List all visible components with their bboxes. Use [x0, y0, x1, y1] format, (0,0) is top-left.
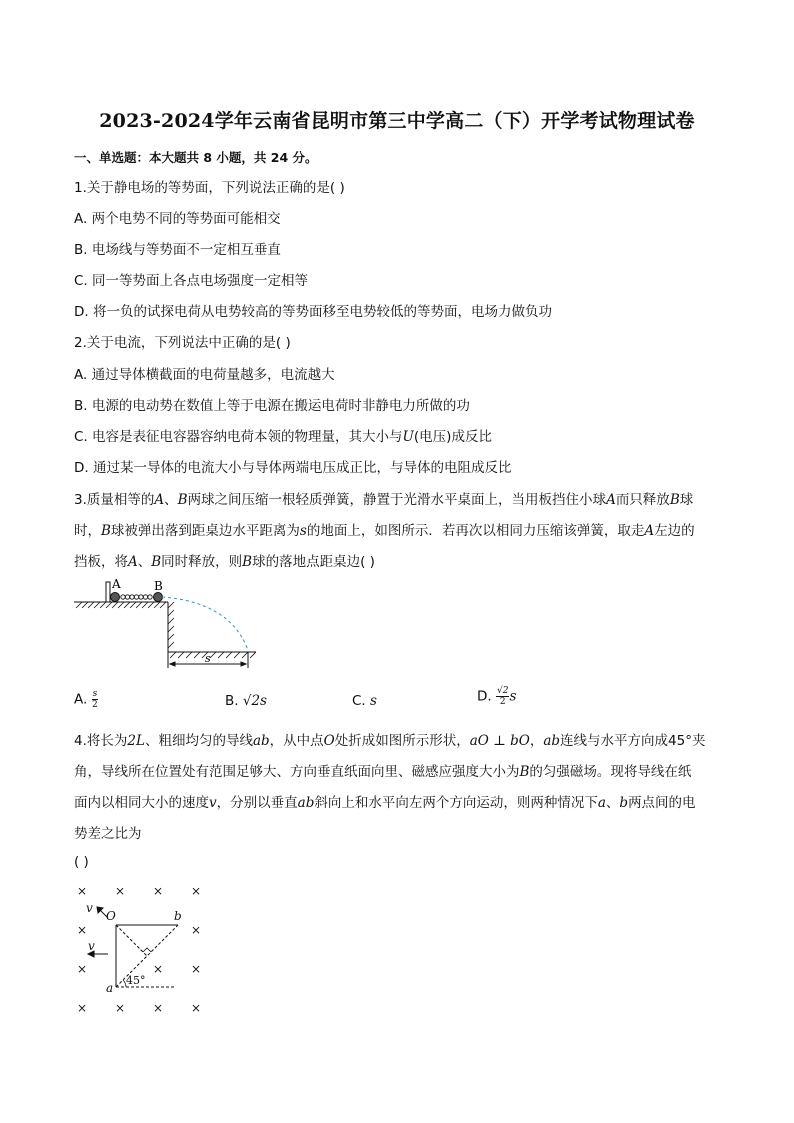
q4-stem-line-2: 角，导线所在位置处有范围足够大、方向垂直纸面向里、磁感应强度大小为B的匀强磁场。现将导线在纸 [74, 764, 692, 780]
q3-fig-label-a: A [112, 577, 121, 591]
q1-option-d: D. 将一负的试探电荷从电势较高的等势面移至电势较低的等势面，电场力做负功 [74, 304, 552, 320]
q1-stem: 1.关于静电场的等势面，下列说法正确的是( ) [74, 180, 345, 196]
q2-option-d: D. 通过某一导体的电流大小与导体两端电压成正比，与导体的电阻成反比 [74, 460, 512, 476]
q3-fig-label-s: s [205, 652, 211, 665]
q3-option-a-fraction: $\frac{s}{2}$ [92, 689, 98, 710]
q4-fig-label-v2: v [88, 939, 95, 953]
field-cross: × [152, 884, 164, 898]
section-heading: 一、单选题：本大题共 8 小题，共 24 分。 [74, 150, 318, 165]
q1-option-c: C. 同一等势面上各点电场强度一定相等 [74, 273, 309, 289]
q2-stem: 2.关于电流，下列说法中正确的是( ) [74, 335, 291, 351]
q4-stem-line-1: 4.将长为2L、粗细均匀的导线ab，从中点O处折成如图所示形状，aO ⊥ bO，ab连线与水平方向成45°夹 [74, 733, 706, 749]
q4-stem-line-4: 势差之比为 [74, 826, 142, 842]
field-cross: × [76, 923, 88, 937]
q3-fig-label-b: B [154, 579, 163, 593]
field-cross: × [190, 962, 202, 976]
q3-option-a: A. $\frac{s}{2}$ [74, 689, 98, 710]
field-cross: × [114, 884, 126, 898]
q1-option-b: B. 电场线与等势面不一定相互垂直 [74, 242, 281, 258]
q4-fig-label-angle: 45° [126, 974, 146, 987]
q4-answer-blank: ( ) [74, 854, 89, 870]
q4-fig-label-o: O [106, 909, 116, 923]
q4-figure-magnetic-field [70, 878, 220, 1018]
q3-option-b: B. √2s [225, 693, 267, 709]
field-cross: × [76, 962, 88, 976]
q1-option-a: A. 两个电势不同的等势面可能相交 [74, 211, 281, 227]
field-cross: × [76, 884, 88, 898]
q3-option-c: C. s [352, 693, 377, 709]
field-cross: × [152, 962, 164, 976]
field-cross: × [190, 884, 202, 898]
q4-stem-line-3: 面内以相同大小的速度v，分别以垂直ab斜向上和水平向左两个方向运动，则两种情况下a、b两点间的电 [74, 795, 696, 811]
q4-fig-label-v1: v [86, 901, 93, 915]
q3-stem-line-1: 3.质量相等的A、B两球之间压缩一根轻质弹簧，静置于光滑水平桌面上，当用板挡住小球A而只释放B球 [74, 492, 694, 508]
q4-fig-label-a: a [106, 981, 114, 995]
q4-fig-label-b: b [174, 909, 182, 923]
field-cross: × [76, 1001, 88, 1015]
q2-option-a: A. 通过导体横截面的电荷量越多，电流越大 [74, 367, 335, 383]
q3-option-d: D. $\frac{√2}{2}$ s [477, 686, 517, 707]
field-cross: × [190, 1001, 202, 1015]
q3-option-d-fraction: $\frac{√2}{2}$ [496, 686, 509, 707]
field-cross: × [152, 1001, 164, 1015]
q2-option-c: C. 电容是表征电容器容纳电荷本领的物理量，其大小与U(电压)成反比 [74, 429, 492, 445]
page-title: 2023-2024学年云南省昆明市第三中学高二（下）开学考试物理试卷 [99, 110, 695, 132]
field-cross: × [190, 923, 202, 937]
q3-figure-spring-table [70, 576, 270, 676]
q3-stem-line-2: 时，B球被弹出落到距桌边水平距离为s的地面上，如图所示．若再次以相同力压缩该弹簧，取走A左边的 [74, 523, 695, 539]
q2-option-b: B. 电源的电动势在数值上等于电源在搬运电荷时非静电力所做的功 [74, 398, 470, 414]
field-cross: × [114, 1001, 126, 1015]
q3-stem-line-3: 挡板，将A、B同时释放，则B球的落地点距桌边( ) [74, 554, 375, 570]
